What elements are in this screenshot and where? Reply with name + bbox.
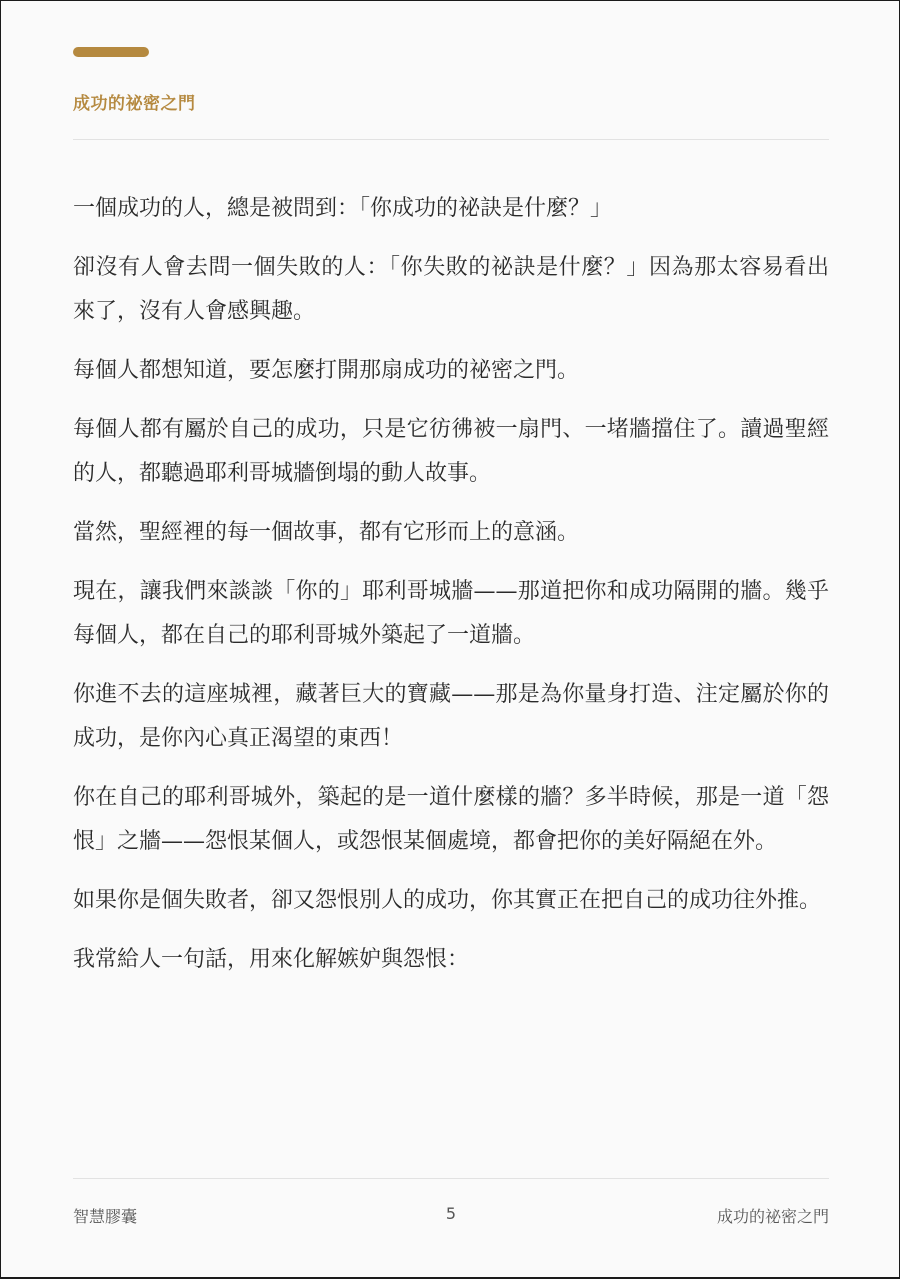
- paragraph: 卻沒有人會去問一個失敗的人：「你失敗的祕訣是什麼？」因為那太容易看出來了，沒有人會感興趣。: [73, 255, 829, 324]
- paragraph: 你進不去的這座城裡，藏著巨大的寶藏——那是為你量身打造、注定屬於你的成功，是你內心真正渴望的東西！: [73, 682, 829, 751]
- paragraph: 現在，讓我們來談談「你的」耶利哥城牆——那道把你和成功隔開的牆。幾乎每個人，都在自己的耶利哥城外築起了一道牆。: [73, 579, 829, 648]
- accent-bar: [73, 47, 149, 57]
- footer-book-title: 智慧膠囊: [73, 1207, 138, 1226]
- paragraph: 一個成功的人，總是被問到：「你成功的祕訣是什麼？」: [73, 196, 613, 221]
- chapter-title: 成功的祕密之門: [73, 94, 196, 114]
- page-footer: [73, 1204, 829, 1228]
- page-number: 5: [445, 1204, 457, 1223]
- paragraph: 每個人都想知道，要怎麼打開那扇成功的祕密之門。: [73, 358, 580, 383]
- paragraph: 我常給人一句話，用來化解嫉妒與怨恨：: [73, 947, 470, 972]
- footer-chapter-title: 成功的祕密之門: [716, 1207, 829, 1226]
- header-divider: [73, 139, 829, 140]
- paragraph: 每個人都有屬於自己的成功，只是它彷彿被一扇門、一堵牆擋住了。讀過聖經的人，都聽過耶利哥城牆倒塌的動人故事。: [73, 417, 829, 486]
- paragraph: 你在自己的耶利哥城外，築起的是一道什麼樣的牆？多半時候，那是一道「怨恨」之牆——怨恨某個人，或怨恨某個處境，都會把你的美好隔絕在外。: [73, 785, 829, 854]
- document-page: [1, 1, 899, 1277]
- page-header: [73, 47, 829, 114]
- paragraph: 當然，聖經裡的每一個故事，都有它形而上的意涵。: [73, 520, 580, 545]
- paragraph: 如果你是個失敗者，卻又怨恨別人的成功，你其實正在把自己的成功往外推。: [73, 888, 822, 913]
- footer-divider: [73, 1178, 829, 1179]
- body-text: [73, 187, 829, 997]
